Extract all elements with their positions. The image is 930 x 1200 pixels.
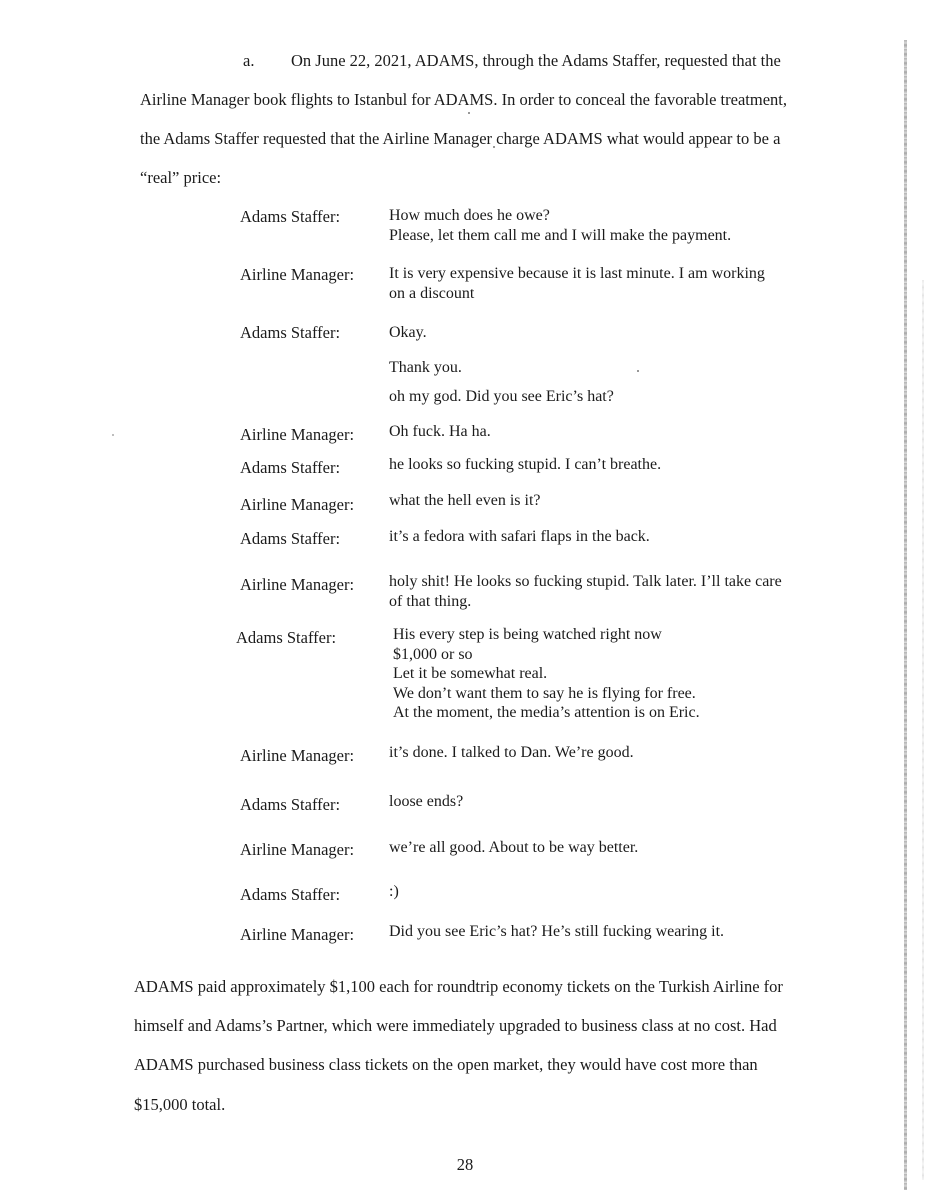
- message-line: Please, let them call me and I will make the payment.: [389, 226, 732, 244]
- message-text: [389, 491, 799, 511]
- message-text: [389, 323, 799, 343]
- closing-line-2: himself and Adams’s Partner, which were immediately upgraded to business class at no cost. Had: [134, 1016, 777, 1035]
- speaker-label: Adams Staffer:: [236, 628, 337, 647]
- message-line: Thank you.: [389, 359, 462, 376]
- message-line: he looks so fucking stupid. I can’t breathe.: [389, 456, 662, 473]
- speaker-label: Adams Staffer:: [240, 458, 341, 477]
- message-line: on a discount: [389, 284, 475, 302]
- message-line: We don’t want them to say he is flying for free.: [393, 684, 696, 702]
- message-line: oh my god. Did you see Eric’s hat?: [389, 388, 614, 405]
- message-text: [389, 206, 799, 245]
- message-text: [393, 625, 803, 723]
- message-line: what the hell even is it?: [389, 492, 541, 509]
- message-line: At the moment, the media’s attention is on Eric.: [393, 704, 700, 721]
- message-line: it’s done. I talked to Dan. We’re good.: [389, 744, 634, 761]
- message-line: $1,000 or so: [393, 645, 473, 663]
- intro-line-4: “real” price:: [140, 168, 222, 187]
- message-text: [389, 387, 799, 407]
- message-text: [389, 922, 799, 942]
- speaker-label: Airline Manager:: [240, 840, 355, 859]
- message-line: It is very expensive because it is last minute. I am working: [389, 265, 765, 282]
- closing-line-4: $15,000 total.: [134, 1095, 226, 1114]
- scan-edge-artifact-secondary: [922, 280, 924, 1180]
- speaker-label: Adams Staffer:: [240, 885, 341, 904]
- scan-speck: [112, 434, 114, 436]
- speaker-label: Airline Manager:: [240, 425, 355, 444]
- message-text: [389, 358, 799, 378]
- message-line: Okay.: [389, 324, 427, 341]
- speaker-label: Airline Manager:: [240, 925, 355, 944]
- speaker-label: Adams Staffer:: [240, 207, 341, 226]
- message-line: Did you see Eric’s hat? He’s still fucking wearing it.: [389, 923, 725, 940]
- intro-line-3: the Adams Staffer requested that the Airline Manager charge ADAMS what would appear to be a: [140, 129, 781, 148]
- message-line: we’re all good. About to be way better.: [389, 839, 639, 856]
- speaker-label: Airline Manager:: [240, 746, 355, 765]
- message-text: [389, 792, 799, 812]
- speaker-label: Airline Manager:: [240, 575, 355, 594]
- scan-edge-artifact: [904, 40, 907, 1190]
- message-text: [389, 527, 799, 547]
- message-text: [389, 264, 799, 303]
- message-line: of that thing.: [389, 592, 472, 610]
- message-line: Oh fuck. Ha ha.: [389, 423, 491, 440]
- closing-line-1: ADAMS paid approximately $1,100 each for roundtrip economy tickets on the Turkish Airline for: [134, 977, 783, 996]
- message-line: it’s a fedora with safari flaps in the back.: [389, 528, 650, 545]
- message-line: :): [389, 883, 399, 900]
- message-text: [389, 743, 799, 763]
- message-line: loose ends?: [389, 793, 464, 810]
- message-line: His every step is being watched right now: [393, 626, 662, 643]
- message-text: [389, 455, 799, 475]
- page-number: 28: [456, 1155, 474, 1174]
- speaker-label: Airline Manager:: [240, 265, 355, 284]
- intro-line-2: Airline Manager book flights to Istanbul for ADAMS. In order to conceal the favorable treatment,: [140, 90, 787, 109]
- scan-speck: [468, 112, 470, 114]
- speaker-label: Airline Manager:: [240, 495, 355, 514]
- message-line: Let it be somewhat real.: [393, 665, 548, 682]
- message-text: [389, 882, 799, 902]
- speaker-label: Adams Staffer:: [240, 323, 341, 342]
- message-text: [389, 422, 799, 442]
- speaker-label: Adams Staffer:: [240, 795, 341, 814]
- message-line: holy shit! He looks so fucking stupid. Talk later. I’ll take care: [389, 573, 782, 590]
- paragraph-marker: a.: [243, 51, 255, 70]
- intro-line-1: On June 22, 2021, ADAMS, through the Adams Staffer, requested that the: [291, 51, 781, 70]
- message-text: [389, 572, 799, 611]
- speaker-label: Adams Staffer:: [240, 529, 341, 548]
- message-line: How much does he owe?: [389, 207, 550, 224]
- message-text: [389, 838, 799, 858]
- closing-line-3: ADAMS purchased business class tickets on the open market, they would have cost more than: [134, 1055, 758, 1074]
